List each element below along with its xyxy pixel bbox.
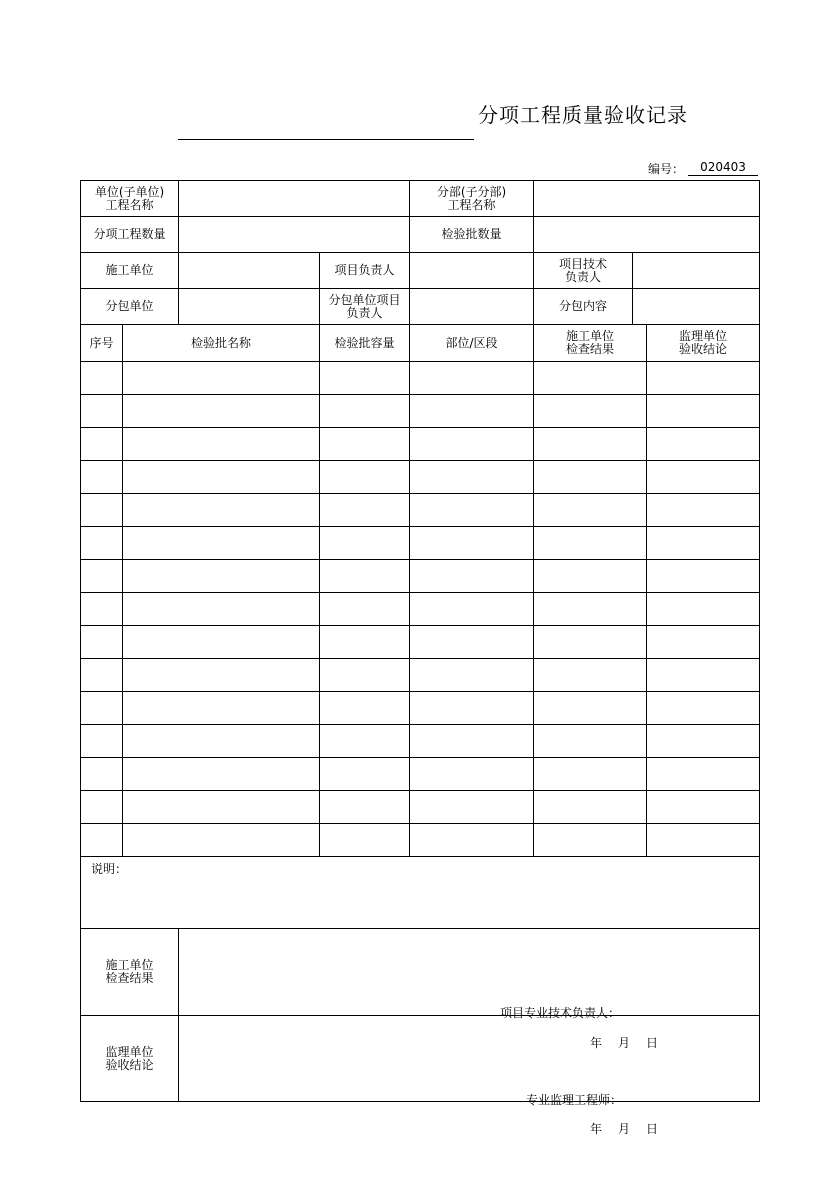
table-row [81, 692, 760, 725]
subcontract-content-field[interactable] [633, 289, 760, 325]
col-header-construction-result: 施工单位 检查结果 [534, 325, 647, 362]
row-seq-cell[interactable] [81, 494, 123, 527]
unit-project-name-field[interactable] [179, 181, 410, 217]
project-leader-label: 项目负责人 [320, 253, 410, 289]
row-seq-cell[interactable] [81, 692, 123, 725]
row-construction-result-cell[interactable] [534, 560, 647, 593]
row-construction-result-cell[interactable] [534, 593, 647, 626]
row-construction-result-cell[interactable] [534, 692, 647, 725]
row-batch-capacity-cell[interactable] [320, 692, 410, 725]
row-seq-cell[interactable] [81, 362, 123, 395]
table-row [81, 428, 760, 461]
row-location-cell[interactable] [410, 461, 534, 494]
row-batch-name-cell[interactable] [123, 725, 320, 758]
row-seq-cell[interactable] [81, 626, 123, 659]
row-batch-capacity-cell[interactable] [320, 461, 410, 494]
col-header-seq: 序号 [81, 325, 123, 362]
subcontract-unit-label: 分包单位 [81, 289, 179, 325]
form-code-value[interactable]: 020403 [688, 160, 758, 176]
row-seq-cell[interactable] [81, 791, 123, 824]
row-location-cell[interactable] [410, 428, 534, 461]
subcontract-unit-field[interactable] [179, 289, 320, 325]
table-row [81, 791, 760, 824]
row-batch-name-cell[interactable] [123, 758, 320, 791]
row-batch-capacity-cell[interactable] [320, 626, 410, 659]
note-cell[interactable] [81, 857, 760, 929]
row-supervision-conclusion-cell[interactable] [647, 659, 760, 692]
form-title: 分项工程质量验收记录 [478, 103, 688, 127]
data-rows [81, 362, 760, 857]
row-location-cell[interactable] [410, 593, 534, 626]
row-batch-name-cell[interactable] [123, 692, 320, 725]
row-batch-name-cell[interactable] [123, 494, 320, 527]
row-location-cell[interactable] [410, 560, 534, 593]
row-supervision-conclusion-cell[interactable] [647, 428, 760, 461]
table-row [81, 494, 760, 527]
col-header-location: 部位/区段 [410, 325, 534, 362]
row-supervision-conclusion-cell[interactable] [647, 461, 760, 494]
row-batch-capacity-cell[interactable] [320, 395, 410, 428]
row-batch-name-cell[interactable] [123, 791, 320, 824]
row-location-cell[interactable] [410, 527, 534, 560]
row-location-cell[interactable] [410, 626, 534, 659]
table-row [81, 461, 760, 494]
row-construction-result-cell[interactable] [534, 362, 647, 395]
table-row [81, 527, 760, 560]
col-header-supervision-conclusion: 监理单位 验收结论 [647, 325, 760, 362]
table-row [81, 725, 760, 758]
col-header-batch-capacity: 检验批容量 [320, 325, 410, 362]
row-supervision-conclusion-cell[interactable] [647, 824, 760, 857]
batch-count-label: 检验批数量 [410, 217, 534, 253]
row-construction-result-cell[interactable] [534, 461, 647, 494]
row-batch-capacity-cell[interactable] [320, 659, 410, 692]
subitem-count-label: 分项工程数量 [81, 217, 179, 253]
row-location-cell[interactable] [410, 494, 534, 527]
row-supervision-conclusion-cell[interactable] [647, 593, 760, 626]
row-supervision-conclusion-cell[interactable] [647, 362, 760, 395]
row-batch-name-cell[interactable] [123, 395, 320, 428]
row-seq-cell[interactable] [81, 428, 123, 461]
table-row [81, 593, 760, 626]
row-supervision-conclusion-cell[interactable] [647, 626, 760, 659]
construction-check-field[interactable] [179, 929, 760, 1050]
row-seq-cell[interactable] [81, 725, 123, 758]
row-location-cell[interactable] [410, 725, 534, 758]
row-batch-capacity-cell[interactable] [320, 725, 410, 758]
row-batch-capacity-cell[interactable] [320, 824, 410, 857]
row-batch-capacity-cell[interactable] [320, 494, 410, 527]
row-location-cell[interactable] [410, 659, 534, 692]
row-batch-name-cell[interactable] [123, 560, 320, 593]
row-location-cell[interactable] [410, 692, 534, 725]
row-seq-cell[interactable] [81, 824, 123, 857]
supervision-acceptance-field[interactable] [179, 1016, 760, 1136]
supervision-acceptance-label: 监理单位 验收结论 [81, 1016, 179, 1102]
row-batch-name-cell[interactable] [123, 428, 320, 461]
construction-check-label: 施工单位 检查结果 [81, 929, 179, 1016]
row-batch-capacity-cell[interactable] [320, 527, 410, 560]
row-supervision-conclusion-cell[interactable] [647, 560, 760, 593]
row-supervision-conclusion-cell[interactable] [647, 725, 760, 758]
row-batch-name-cell[interactable] [123, 659, 320, 692]
note-label: 说明： [91, 862, 128, 876]
row-seq-cell[interactable] [81, 527, 123, 560]
row-construction-result-cell[interactable] [534, 758, 647, 791]
row-batch-capacity-cell[interactable] [320, 560, 410, 593]
row-construction-result-cell[interactable] [534, 527, 647, 560]
row-supervision-conclusion-cell[interactable] [647, 527, 760, 560]
table-row [81, 395, 760, 428]
row-construction-result-cell[interactable] [534, 725, 647, 758]
row-batch-name-cell[interactable] [123, 626, 320, 659]
row-batch-name-cell[interactable] [123, 461, 320, 494]
row-batch-capacity-cell[interactable] [320, 428, 410, 461]
row-supervision-conclusion-cell[interactable] [647, 494, 760, 527]
row-seq-cell[interactable] [81, 461, 123, 494]
row-seq-cell[interactable] [81, 758, 123, 791]
row-location-cell[interactable] [410, 362, 534, 395]
row-supervision-conclusion-cell[interactable] [647, 692, 760, 725]
table-row [81, 758, 760, 791]
construction-signer-label: 项目专业技术负责人： [500, 1006, 621, 1020]
row-supervision-conclusion-cell[interactable] [647, 791, 760, 824]
row-batch-capacity-cell[interactable] [320, 758, 410, 791]
row-batch-name-cell[interactable] [123, 593, 320, 626]
row-construction-result-cell[interactable] [534, 494, 647, 527]
supervision-signer-label: 专业监理工程师： [526, 1092, 623, 1107]
row-seq-cell[interactable] [81, 659, 123, 692]
subcontract-project-leader-label: 分包单位项目 负责人 [320, 289, 410, 325]
row-seq-cell[interactable] [81, 560, 123, 593]
row-batch-name-cell[interactable] [123, 527, 320, 560]
row-seq-cell[interactable] [81, 395, 123, 428]
row-construction-result-cell[interactable] [534, 659, 647, 692]
division-project-name-label: 分部(子分部) 工程名称 [410, 181, 534, 217]
construction-unit-label: 施工单位 [81, 253, 179, 289]
construction-date-label: 年 月 日 [590, 1036, 661, 1050]
row-seq-cell[interactable] [81, 593, 123, 626]
inspection-record-table [80, 180, 760, 1136]
row-construction-result-cell[interactable] [534, 428, 647, 461]
project-tech-leader-field[interactable] [633, 253, 760, 289]
construction-unit-field[interactable] [179, 253, 320, 289]
subitem-count-field[interactable] [179, 217, 410, 253]
table-row [81, 362, 760, 395]
row-batch-name-cell[interactable] [123, 362, 320, 395]
form-code-label: 编号： [648, 162, 685, 176]
project-tech-leader-label: 项目技术 负责人 [534, 253, 633, 289]
row-batch-capacity-cell[interactable] [320, 593, 410, 626]
row-construction-result-cell[interactable] [534, 824, 647, 857]
row-construction-result-cell[interactable] [534, 791, 647, 824]
title-underline [178, 139, 474, 140]
batch-count-field[interactable] [534, 217, 760, 253]
row-location-cell[interactable] [410, 791, 534, 824]
table-row [81, 659, 760, 692]
row-location-cell[interactable] [410, 395, 534, 428]
row-supervision-conclusion-cell[interactable] [647, 395, 760, 428]
table-row [81, 560, 760, 593]
row-location-cell[interactable] [410, 824, 534, 857]
table-row [81, 626, 760, 659]
row-batch-capacity-cell[interactable] [320, 362, 410, 395]
unit-project-name-label: 单位(子单位) 工程名称 [81, 181, 179, 217]
row-construction-result-cell[interactable] [534, 626, 647, 659]
row-construction-result-cell[interactable] [534, 395, 647, 428]
row-location-cell[interactable] [410, 758, 534, 791]
supervision-date-label: 年 月 日 [590, 1121, 661, 1136]
subcontract-project-leader-field[interactable] [410, 289, 534, 325]
row-batch-capacity-cell[interactable] [320, 791, 410, 824]
division-project-name-field[interactable] [534, 181, 760, 217]
project-leader-field[interactable] [410, 253, 534, 289]
col-header-batch-name: 检验批名称 [123, 325, 320, 362]
table-row [81, 824, 760, 857]
subcontract-content-label: 分包内容 [534, 289, 633, 325]
row-supervision-conclusion-cell[interactable] [647, 758, 760, 791]
column-header-row [81, 325, 760, 362]
row-batch-name-cell[interactable] [123, 824, 320, 857]
